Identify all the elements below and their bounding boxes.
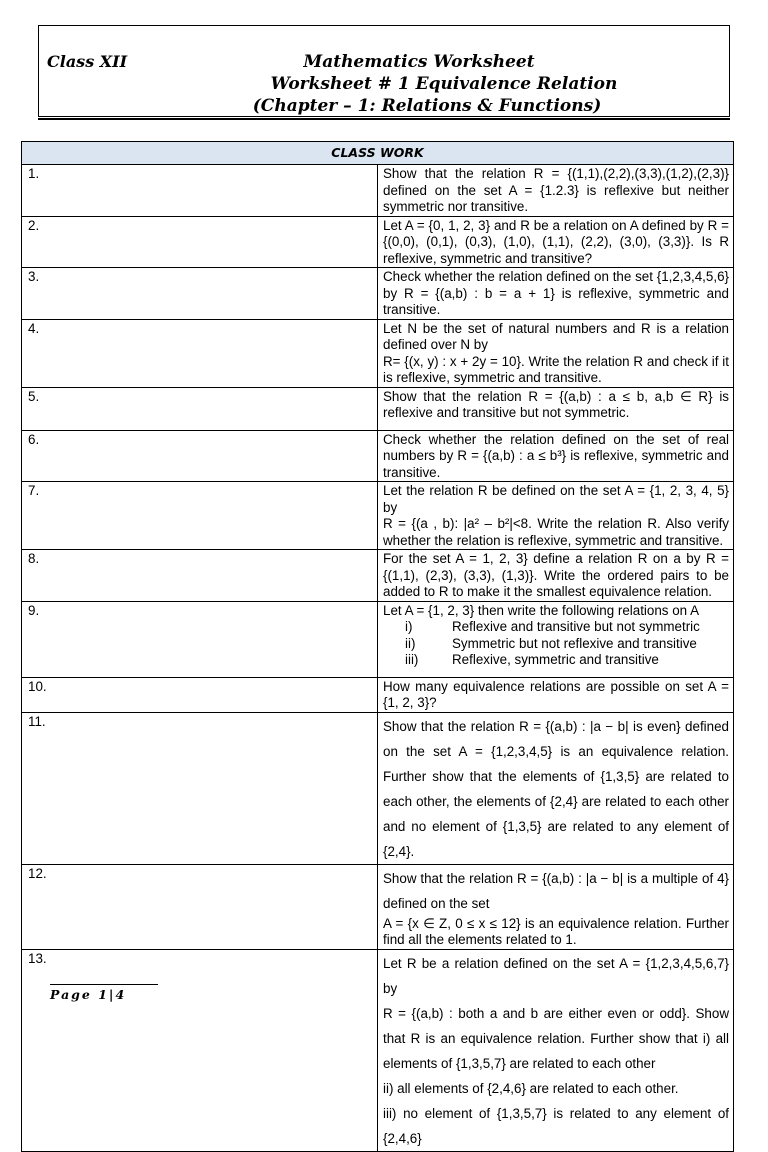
sub-question: iii) Reflexive, symmetric and transitive <box>405 652 659 667</box>
question-number: 12. <box>22 864 378 949</box>
question-row <box>22 165 734 217</box>
worksheet-header <box>38 25 730 117</box>
page-number: Page 1|4 <box>50 984 158 1002</box>
class-label: Class XII <box>47 52 128 71</box>
question-text: For the set A = 1, 2, 3} define a relation R on a by R = {(1,1), (2,3), (3,3), (1,3)}. Write the ordered pairs to be added to R to make it the smallest equivalence relation. <box>378 550 734 602</box>
question-row <box>22 677 734 712</box>
question-text: Check whether the relation defined on the set {1,2,3,4,5,6} by R = {(a,b) : b = a + 1} is reflexive, symmetric and transitive. <box>378 268 734 320</box>
question-row <box>22 712 734 864</box>
question-number: 4. <box>22 319 378 387</box>
question-number: 6. <box>22 430 378 482</box>
question-number: 1. <box>22 165 378 217</box>
question-text: Show that the relation R = {(1,1),(2,2),(3,3),(1,2),(2,3)} defined on the set A = {1.2.3} is reflexive but neither symmetric nor transitive. <box>378 165 734 217</box>
question-row <box>22 949 734 1151</box>
question-number: 13. <box>22 949 378 1151</box>
question-number: 2. <box>22 216 378 268</box>
question-number: 3. <box>22 268 378 320</box>
question-row <box>22 387 734 430</box>
sub-question-list <box>383 619 729 669</box>
worksheet-title: Worksheet # 1 Equivalence Relation <box>270 74 618 94</box>
question-row <box>22 268 734 320</box>
section-header-row <box>22 142 734 165</box>
question-row <box>22 601 734 677</box>
question-text: A = {x ∈ Z, 0 ≤ x ≤ 12} is an equivalence relation. Further find all the elements related to 1. <box>383 915 729 947</box>
question-number: 7. <box>22 482 378 550</box>
question-row <box>22 319 734 387</box>
question-text: Let A = {0, 1, 2, 3} and R be a relation on A defined by R = {(0,0), (0,1), (0,3), (1,0), (1,1), (2,2), (3,0), (3,3)}. Is R reflexive, symmetric and transitive? <box>378 216 734 268</box>
sub-question: i) Reflexive and transitive but not symmetric <box>405 619 700 634</box>
sub-question: ii) Symmetric but not reflexive and transitive <box>405 635 697 651</box>
question-text: How many equivalence relations are possible on set A = {1, 2, 3}? <box>378 677 734 712</box>
question-text: Let A = {1, 2, 3} then write the following relations on A <box>383 602 700 618</box>
question-text: Show that the relation R = {(a,b) : |a − b| is a multiple of 4} defined on the set <box>383 870 729 911</box>
question-row <box>22 216 734 268</box>
subject-title: Mathematics Worksheet <box>303 52 535 72</box>
question-text: Check whether the relation defined on the set of real numbers by R = {(a,b) : a ≤ b³} is reflexive, symmetric and transitive. <box>378 430 734 482</box>
question-text: Let the relation R be defined on the set A = {1, 2, 3, 4, 5} by <box>383 483 729 515</box>
question-text: R = {(a,b) : both a and b are either even or odd}. Show that R is an equivalence relation. Further show that i) all elements of {1,3,5,7} are related to each other <box>383 1005 729 1071</box>
question-text: ii) all elements of {2,4,6} are related to each other. <box>383 1080 679 1096</box>
question-text: iii) no element of {1,3,5,7} is related to any element of {2,4,6} <box>383 1105 729 1146</box>
chapter-title: (Chapter – 1: Relations & Functions) <box>252 96 602 116</box>
question-row <box>22 430 734 482</box>
question-text: Let R be a relation defined on the set A = {1,2,3,4,5,6,7} by <box>383 955 729 996</box>
question-number: 10. <box>22 677 378 712</box>
question-text: R= {(x, y) : x + 2y = 10}. Write the relation R and check if it is reflexive, symmetric and transitive. <box>383 353 729 385</box>
question-row <box>22 550 734 602</box>
question-number: 9. <box>22 601 378 677</box>
question-text: Show that the relation R = {(a,b) : a ≤ b, a,b ∈ R} is reflexive and transitive but not symmetric. <box>378 387 734 430</box>
question-number: 5. <box>22 387 378 430</box>
question-text: Show that the relation R = {(a,b) : |a − b| is even} defined on the set A = {1,2,3,4,5} is an equivalence relation. Further show that the elements of {1,3,5} are related to each other, the elements of {2,4} are related to each other and no element of {1,3,5} are related to any element of {2,4}. <box>378 712 734 864</box>
question-row <box>22 864 734 949</box>
section-title: CLASS WORK <box>22 142 734 165</box>
question-number: 11. <box>22 712 378 864</box>
question-number: 8. <box>22 550 378 602</box>
question-text: R = {(a , b): |a² – b²|<8. Write the relation R. Also verify whether the relation is reflexive, symmetric and transitive. <box>383 516 729 548</box>
question-text: Let N be the set of natural numbers and R is a relation defined over N by <box>383 320 729 352</box>
question-row <box>22 482 734 550</box>
